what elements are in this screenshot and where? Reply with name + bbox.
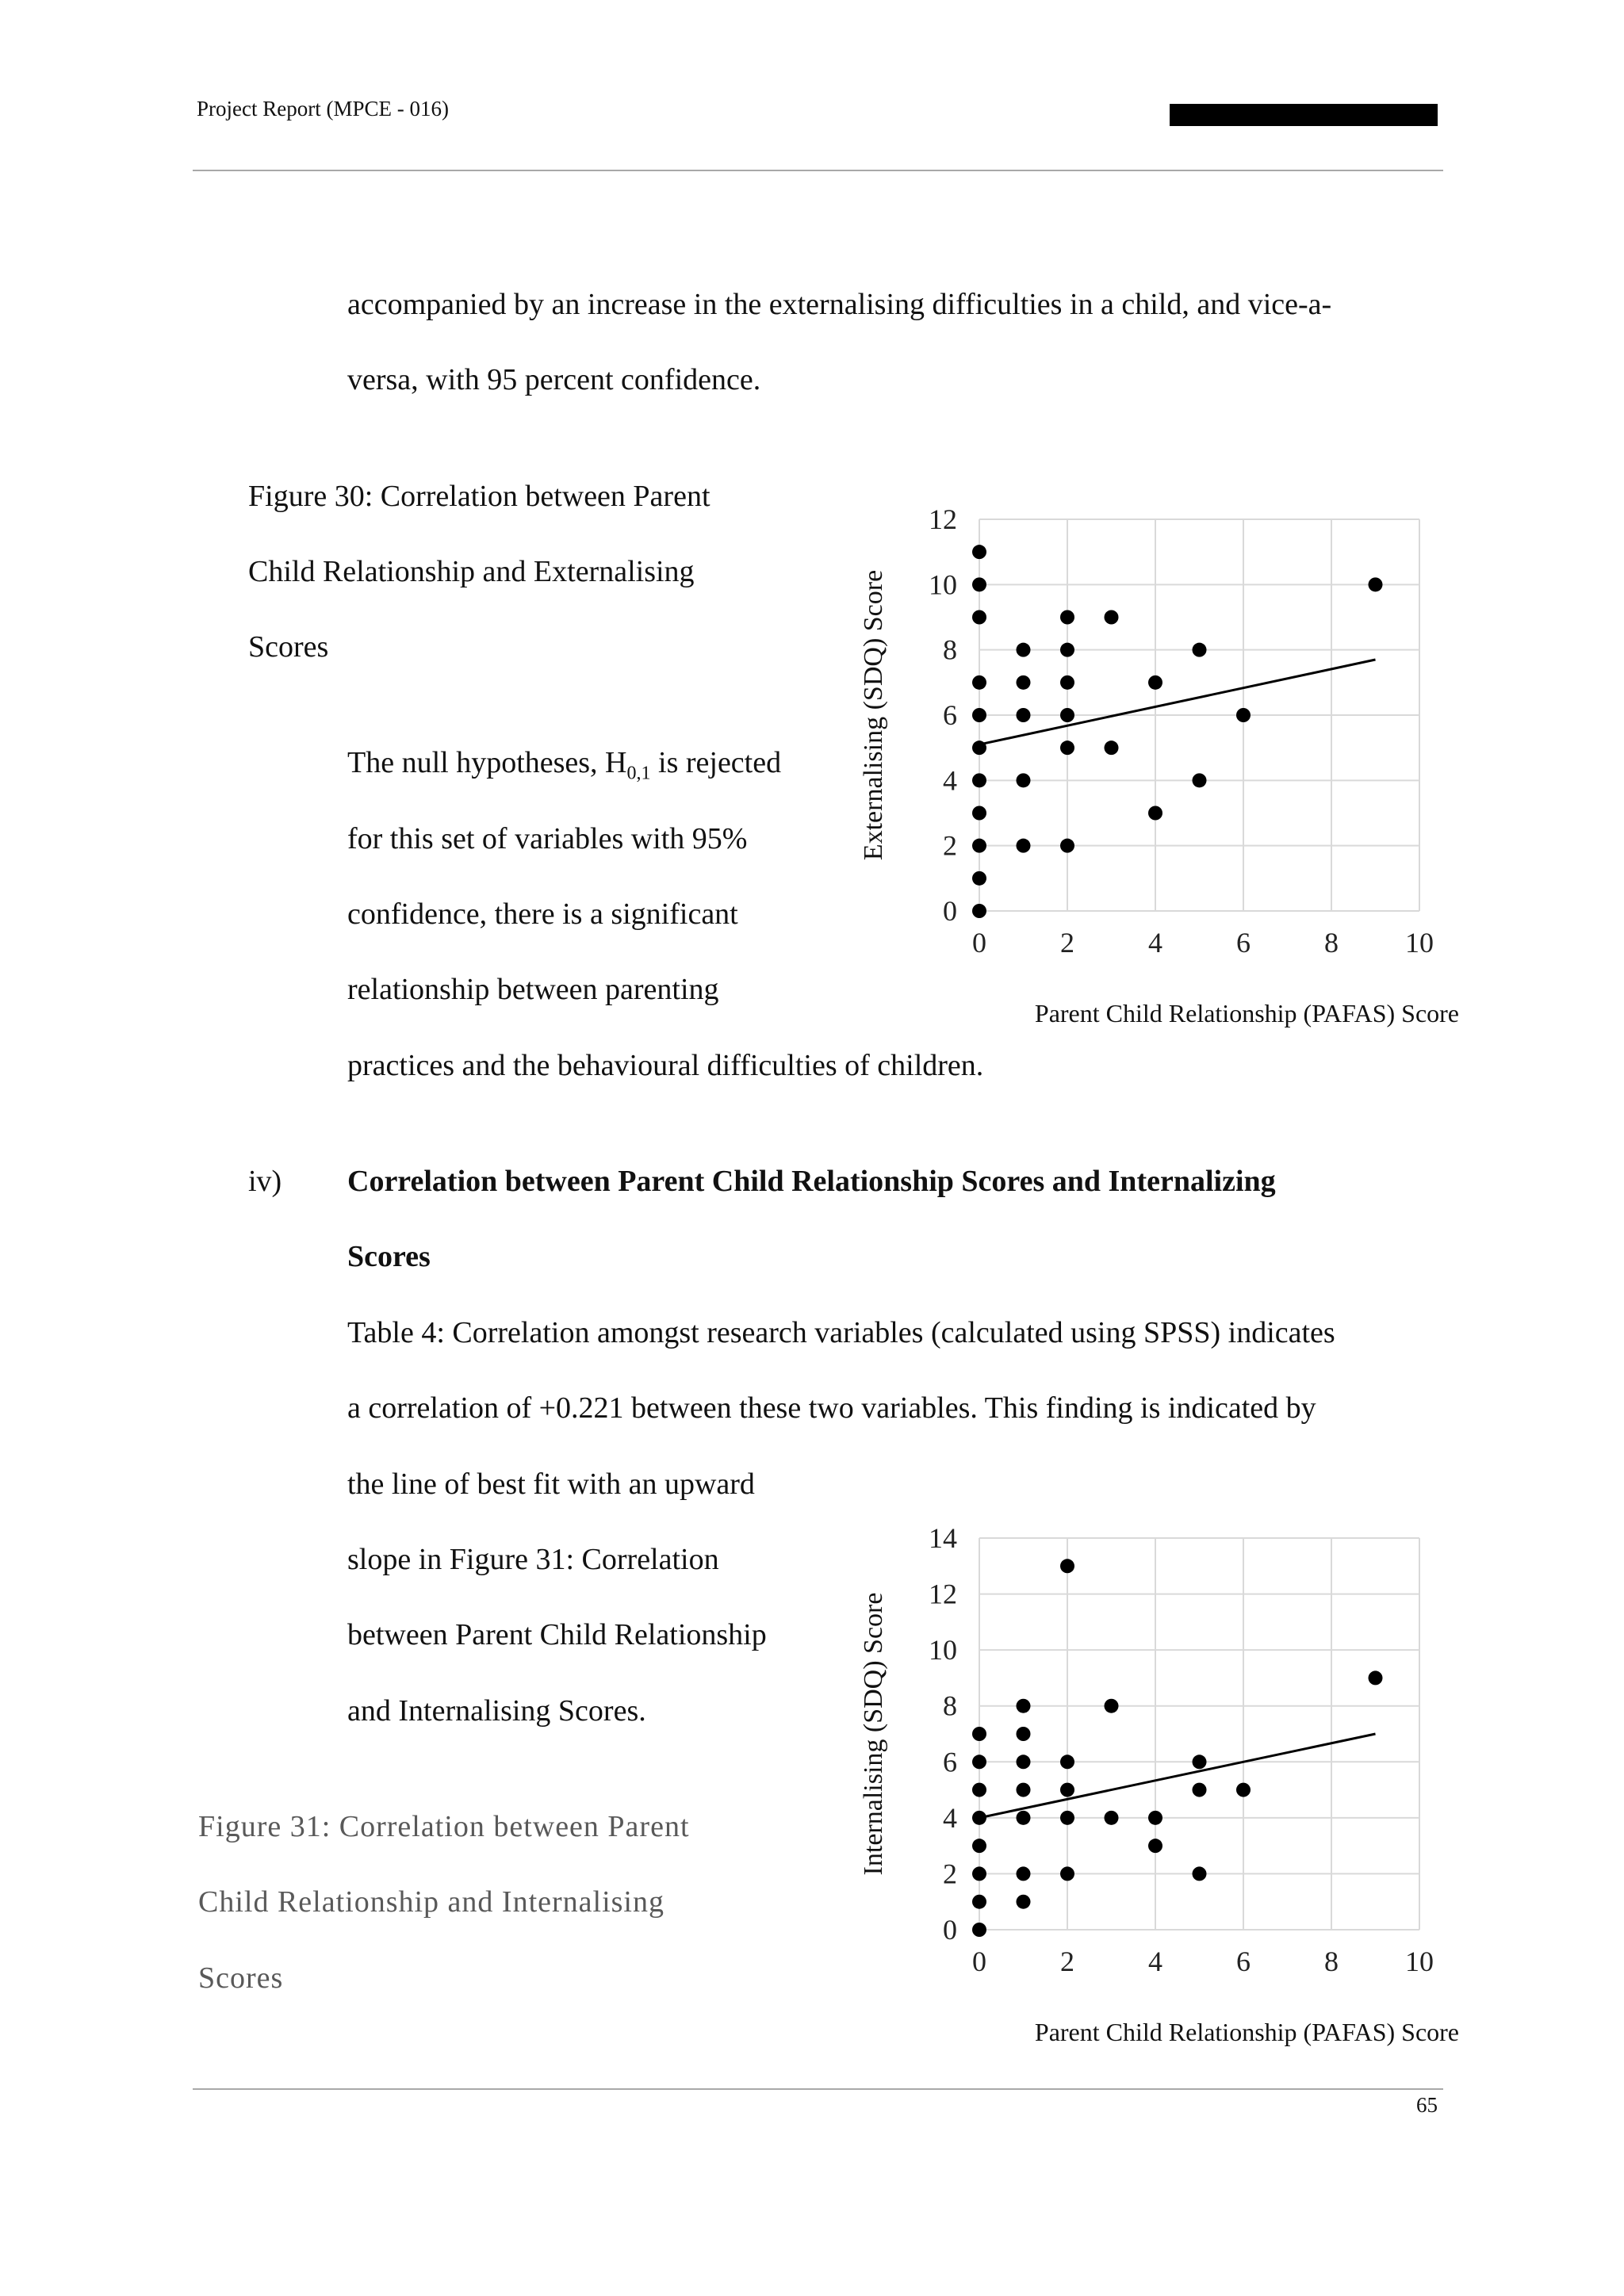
chart-xlabel: Parent Child Relationship (PAFAS) Score <box>1034 2018 1459 2046</box>
y-tick-label: 2 <box>943 1858 957 1890</box>
x-tick-label: 8 <box>1324 927 1339 959</box>
section-heading-line: Correlation between Parent Child Relationship Scores and Internalizing <box>347 1165 1276 1198</box>
y-tick-label: 8 <box>943 633 957 666</box>
section-heading-line: Scores <box>347 1240 431 1273</box>
figure30-caption-line: Figure 30: Correlation between Parent <box>248 480 710 513</box>
data-point <box>1105 610 1119 625</box>
null-hypothesis-line: relationship between parenting <box>347 973 719 1006</box>
y-tick-label: 6 <box>943 1746 957 1778</box>
figure31-caption-line: Figure 31: Correlation between Parent <box>198 1810 690 1843</box>
data-point <box>972 545 986 559</box>
data-point <box>1236 1783 1251 1797</box>
data-point <box>972 871 986 886</box>
data-point <box>1017 1895 1031 1909</box>
x-tick-label: 4 <box>1148 1946 1162 1977</box>
data-point <box>1148 806 1162 821</box>
data-point <box>972 610 986 625</box>
data-point <box>1017 1811 1031 1825</box>
data-point <box>972 773 986 787</box>
x-tick-label: 0 <box>972 927 986 959</box>
data-point <box>972 675 986 690</box>
data-point <box>1017 1783 1031 1797</box>
x-tick-label: 10 <box>1405 927 1434 959</box>
y-tick-label: 0 <box>943 1914 957 1946</box>
x-tick-label: 6 <box>1236 1946 1251 1977</box>
data-point <box>972 1727 986 1741</box>
data-point <box>1148 1839 1162 1853</box>
data-point <box>972 1783 986 1797</box>
y-tick-label: 0 <box>943 895 957 927</box>
paragraph-line: accompanied by an increase in the externalising difficulties in a child, and vice-a- <box>347 288 1332 321</box>
data-point <box>1369 1670 1383 1685</box>
section-paragraph-line: between Parent Child Relationship <box>347 1618 767 1651</box>
data-point <box>1193 773 1207 787</box>
page-number: 65 <box>1416 2093 1438 2117</box>
data-point <box>1017 643 1031 657</box>
data-point <box>1193 1755 1207 1769</box>
data-point <box>1060 1755 1074 1769</box>
y-tick-label: 10 <box>929 1634 957 1667</box>
y-tick-label: 14 <box>929 1522 957 1554</box>
data-point <box>1148 675 1162 690</box>
x-tick-label: 6 <box>1236 927 1251 959</box>
x-tick-label: 0 <box>972 1946 986 1977</box>
data-point <box>972 1755 986 1769</box>
section-label: iv) <box>248 1165 282 1198</box>
x-tick-label: 4 <box>1148 927 1162 959</box>
data-point <box>972 839 986 853</box>
null-hypothesis-prefix: The null hypotheses, H <box>347 746 627 779</box>
chart-ylabel: Externalising (SDQ) Score <box>859 569 888 861</box>
data-point <box>1060 1783 1074 1797</box>
x-tick-label: 10 <box>1405 1946 1434 1977</box>
y-tick-label: 6 <box>943 699 957 731</box>
data-point <box>972 577 986 591</box>
data-point <box>972 740 986 755</box>
data-point <box>972 904 986 918</box>
data-point <box>972 708 986 722</box>
data-point <box>1017 839 1031 853</box>
null-hypothesis-suffix: is rejected <box>650 746 782 779</box>
null-hypothesis-subscript: 0,1 <box>626 763 651 784</box>
data-point <box>972 1811 986 1825</box>
data-point <box>1105 1699 1119 1713</box>
footer-rule <box>193 2088 1443 2090</box>
figure30-caption-line: Scores <box>248 630 329 664</box>
data-point <box>1193 1866 1207 1881</box>
internalising-scatter-chart <box>841 1510 1475 2065</box>
null-hypothesis-line: for this set of variables with 95% <box>347 822 748 855</box>
data-point <box>1017 1866 1031 1881</box>
externalising-scatter-chart <box>841 492 1475 1047</box>
figure31-caption-line: Scores <box>198 1961 284 1995</box>
y-tick-label: 4 <box>943 1801 957 1834</box>
null-hypothesis-line: confidence, there is a significant <box>347 897 738 931</box>
trendline <box>979 660 1376 744</box>
data-point <box>1105 1811 1119 1825</box>
y-tick-label: 8 <box>943 1689 957 1722</box>
data-point <box>1017 1699 1031 1713</box>
x-tick-label: 8 <box>1324 1946 1339 1977</box>
trendline <box>979 1734 1376 1818</box>
data-point <box>972 1866 986 1881</box>
data-point <box>1017 1727 1031 1741</box>
data-point <box>1060 610 1074 625</box>
data-point <box>972 1839 986 1853</box>
chart-xlabel: Parent Child Relationship (PAFAS) Score <box>1034 999 1459 1027</box>
figure31-caption-line: Child Relationship and Internalising <box>198 1885 665 1919</box>
data-point <box>1060 643 1074 657</box>
data-point <box>1017 675 1031 690</box>
data-point <box>1105 740 1119 755</box>
y-tick-label: 12 <box>929 503 957 535</box>
data-point <box>1148 1811 1162 1825</box>
data-point <box>972 806 986 821</box>
redaction-bar <box>1170 104 1438 126</box>
section-paragraph-line: the line of best fit with an upward <box>347 1468 755 1501</box>
data-point <box>1060 708 1074 722</box>
data-point <box>1060 740 1074 755</box>
null-hypothesis-line: practices and the behavioural difficulties of children. <box>347 1049 984 1082</box>
section-paragraph-line: slope in Figure 31: Correlation <box>347 1543 719 1576</box>
x-tick-label: 2 <box>1060 927 1074 959</box>
header-rule <box>193 170 1443 171</box>
figure30-caption-line: Child Relationship and Externalising <box>248 555 695 588</box>
section-paragraph-line: Table 4: Correlation amongst research variables (calculated using SPSS) indicates <box>347 1316 1335 1349</box>
null-hypothesis-line <box>347 745 781 785</box>
x-tick-label: 2 <box>1060 1946 1074 1977</box>
y-tick-label: 12 <box>929 1578 957 1610</box>
data-point <box>1060 839 1074 853</box>
y-tick-label: 4 <box>943 764 957 797</box>
data-point <box>1017 708 1031 722</box>
data-point <box>1060 1559 1074 1573</box>
y-tick-label: 2 <box>943 829 957 862</box>
data-point <box>972 1895 986 1909</box>
data-point <box>972 1923 986 1937</box>
section-paragraph-line: a correlation of +0.221 between these two variables. This finding is indicated by <box>347 1391 1316 1425</box>
data-point <box>1193 643 1207 657</box>
data-point <box>1060 1866 1074 1881</box>
data-point <box>1017 1755 1031 1769</box>
chart-ylabel: Internalising (SDQ) Score <box>859 1592 888 1876</box>
paragraph-line: versa, with 95 percent confidence. <box>347 363 761 396</box>
data-point <box>1193 1783 1207 1797</box>
data-point <box>1060 1811 1074 1825</box>
data-point <box>1236 708 1251 722</box>
section-paragraph-line: and Internalising Scores. <box>347 1694 646 1728</box>
data-point <box>1369 577 1383 591</box>
y-tick-label: 10 <box>929 568 957 601</box>
data-point <box>1060 675 1074 690</box>
header-title: Project Report (MPCE - 016) <box>197 97 449 121</box>
data-point <box>1017 773 1031 787</box>
